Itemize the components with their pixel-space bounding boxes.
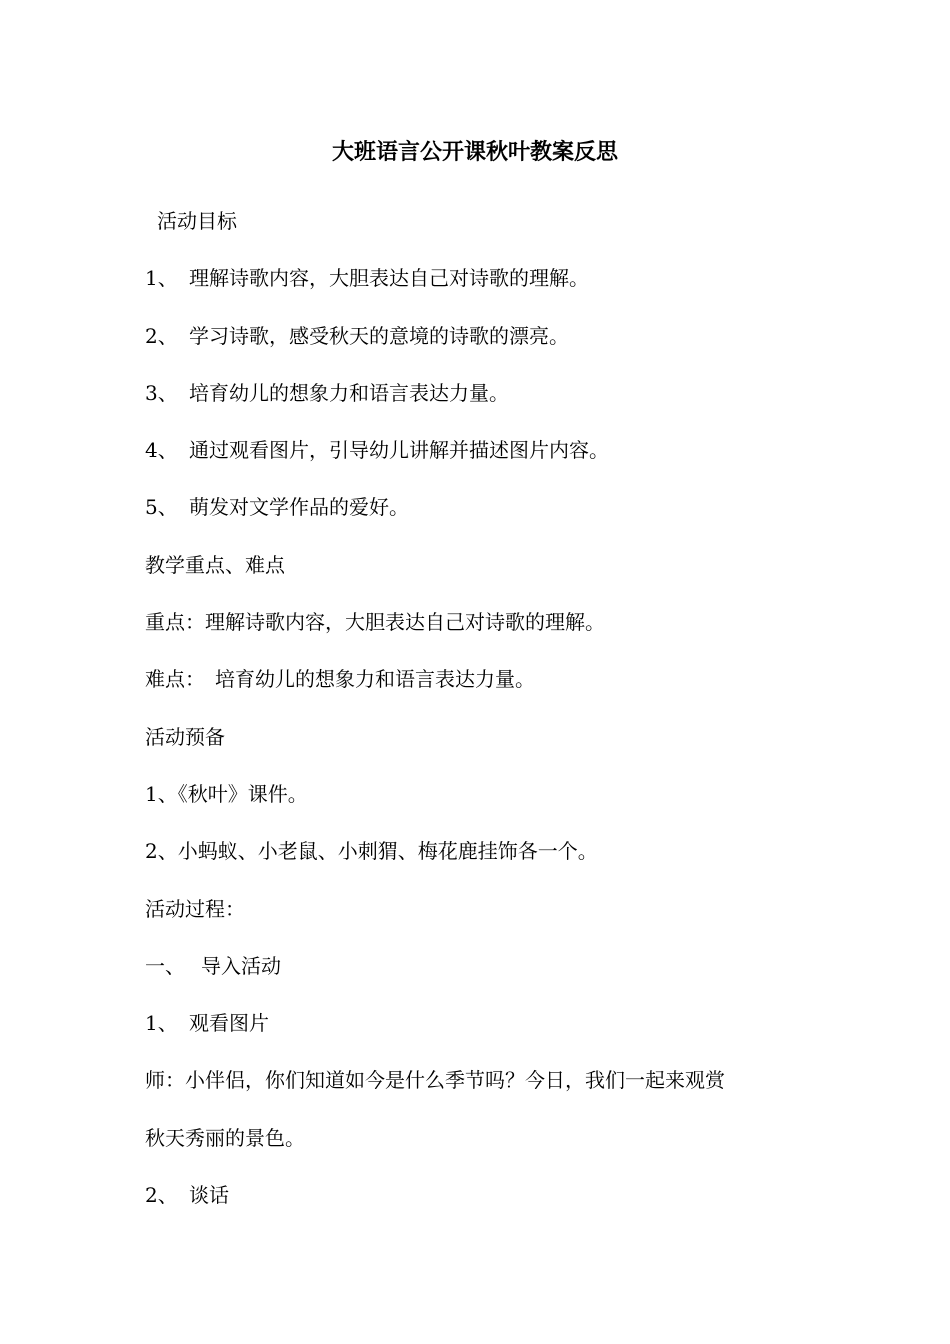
section-heading-goals [145, 201, 825, 258]
item-number: 一、 [145, 953, 185, 978]
line-text: 通过观看图片，引导幼儿讲解并描述图片内容。 [189, 438, 609, 463]
section-heading-key-points [145, 545, 825, 602]
item-number: 2、 [145, 323, 178, 348]
line-text: 导入活动 [201, 953, 281, 978]
item-number: 4、 [145, 438, 178, 463]
line-text: 观看图片 [189, 1011, 269, 1036]
teacher-speech-line-1 [145, 1060, 825, 1117]
process-substep-1 [145, 1003, 825, 1060]
item-number: 3、 [145, 380, 178, 405]
line-text: 秋天秀丽的景色。 [145, 1125, 305, 1150]
line-text: 1、《秋叶》课件。 [145, 781, 308, 806]
line-text: 教学重点、难点 [145, 552, 285, 577]
section-heading-process [145, 889, 825, 946]
item-number: 2、 [145, 1183, 178, 1208]
line-text: 培育幼儿的想象力和语言表达力量。 [189, 380, 509, 405]
goal-item-2 [145, 316, 825, 373]
goal-item-1 [145, 258, 825, 315]
section-heading-preparation [145, 717, 825, 774]
item-number: 1、 [145, 266, 178, 291]
line-text: 谈话 [189, 1183, 229, 1208]
difficulty-line [145, 659, 825, 716]
preparation-item-2 [145, 831, 825, 888]
goal-item-4 [145, 430, 825, 487]
line-text: 培育幼儿的想象力和语言表达力量。 [215, 667, 535, 692]
goal-item-3 [145, 373, 825, 430]
item-number: 5、 [145, 495, 178, 520]
document-title: 大班语言公开课秋叶教案反思 [331, 139, 618, 165]
teacher-speech-line-2 [145, 1118, 825, 1175]
process-step-1 [145, 946, 825, 1003]
line-text: 理解诗歌内容，大胆表达自己对诗歌的理解。 [189, 266, 589, 291]
line-text: 活动过程： [145, 896, 245, 921]
goal-item-5 [145, 487, 825, 544]
line-text: 学习诗歌，感受秋天的意境的诗歌的漂亮。 [189, 323, 569, 348]
preparation-item-1 [145, 774, 825, 831]
line-text: 活动预备 [145, 724, 225, 749]
process-substep-2 [145, 1175, 825, 1232]
line-text: 萌发对文学作品的爱好。 [189, 495, 409, 520]
line-text: 2、小蚂蚁、小老鼠、小刺猬、梅花鹿挂饰各一个。 [145, 839, 598, 864]
item-number: 1、 [145, 1011, 178, 1036]
document-body [145, 201, 825, 1232]
line-label: 难点： [145, 667, 205, 692]
line-text: 师：小伴侣，你们知道如今是什么季节吗？今日，我们一起来观赏 [145, 1068, 725, 1093]
key-point-line [145, 602, 825, 659]
line-text: 重点：理解诗歌内容，大胆表达自己对诗歌的理解。 [145, 610, 605, 635]
line-text: 活动目标 [157, 209, 237, 233]
